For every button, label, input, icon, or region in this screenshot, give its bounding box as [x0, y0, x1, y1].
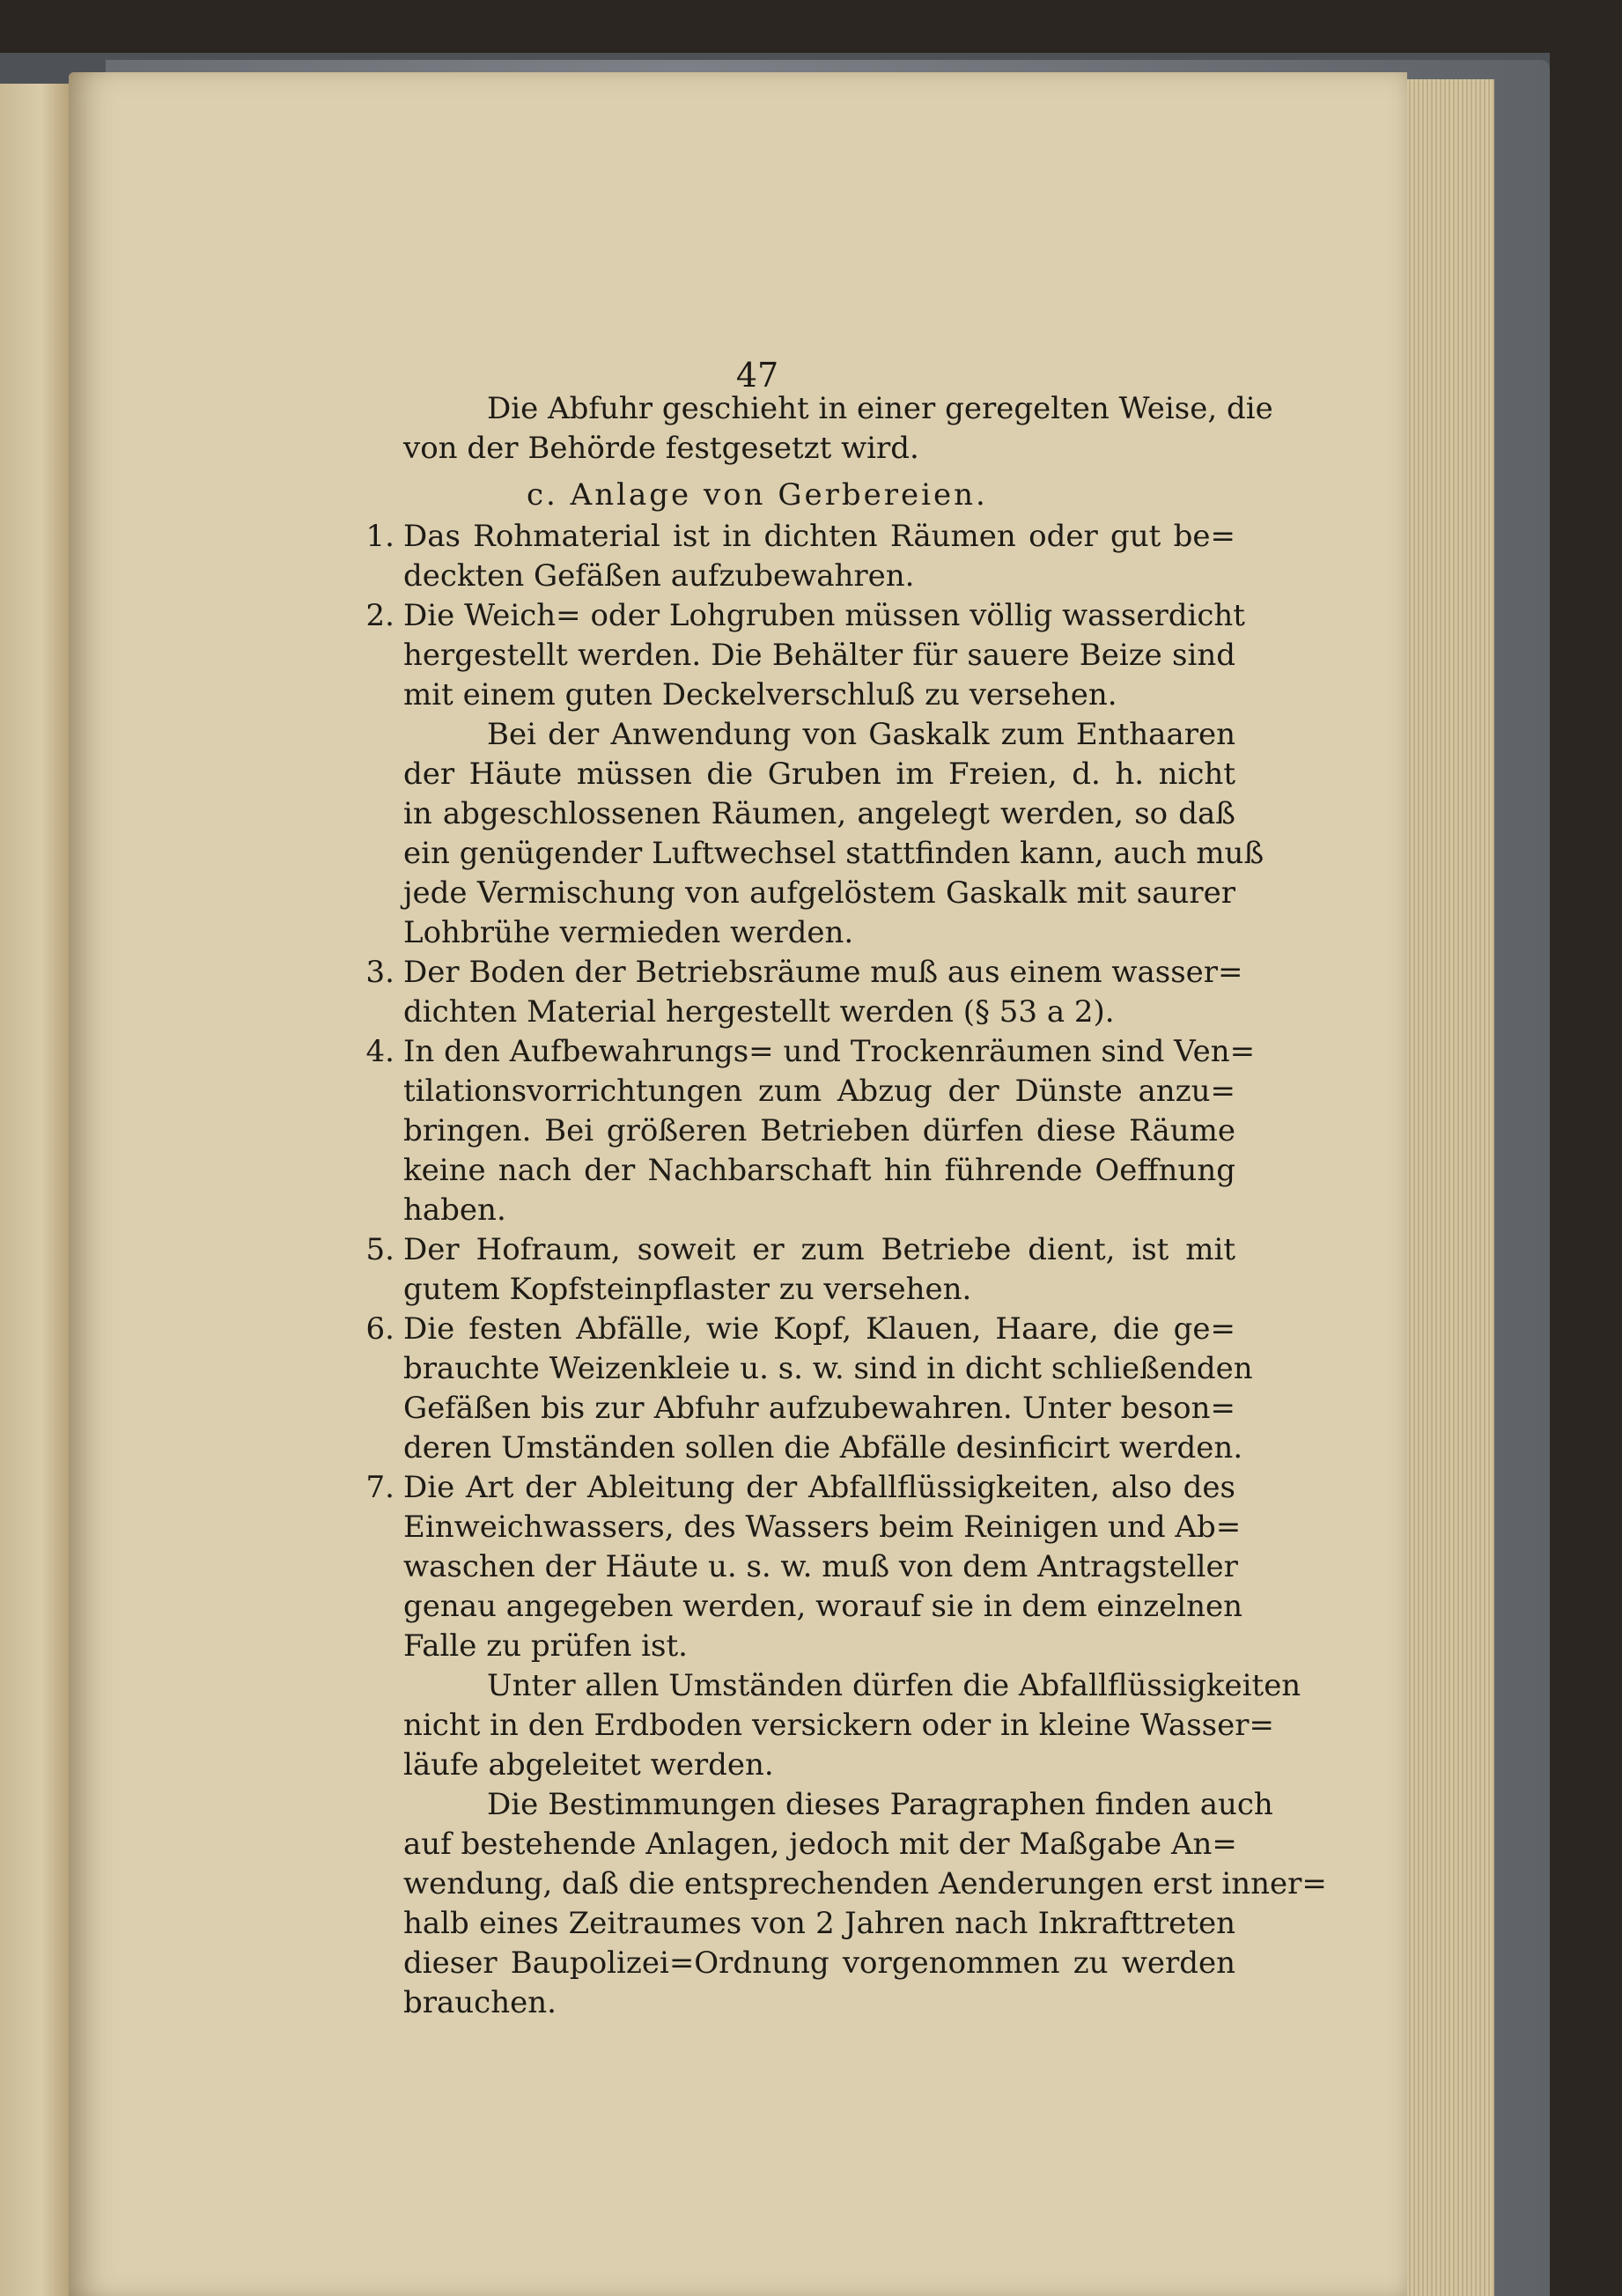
text-line: Der Boden der Betriebsräume muß aus einem wasser= 3.	[403, 953, 1235, 992]
text-line: Die Weich= oder Lohgruben müssen völlig wasserdicht 2.	[403, 596, 1235, 635]
text-line: Die festen Abfälle, wie Kopf, Klauen, Haare, die ge= 6.	[403, 1310, 1235, 1348]
text-line: gutem Kopfsteinpflaster zu versehen.	[403, 1272, 972, 1307]
text-line: brauchte Weizenkleie u. s. w. sind in dicht schließenden	[403, 1351, 1253, 1386]
text-line: Das Rohmaterial ist in dichten Räumen oder gut be= 1.	[403, 517, 1235, 556]
list-number: 2.	[365, 598, 394, 633]
list-number: 7.	[365, 1470, 394, 1505]
page-number: 47	[735, 356, 779, 395]
list-number: 3.	[365, 955, 394, 990]
text-line: haben.	[403, 1192, 506, 1228]
text-line: In den Aufbewahrungs= und Trockenräumen sind Ven= 4.	[403, 1032, 1235, 1071]
list-number: 5.	[365, 1232, 394, 1267]
text-line: der Häute müssen die Gruben im Freien, d. h. nicht	[403, 757, 1235, 792]
text-line: dieser Baupolizei=Ordnung vorgenommen zu werden	[403, 1945, 1235, 1981]
text-line: Einweichwassers, des Wassers beim Reinigen und Ab=	[403, 1510, 1242, 1545]
book-page	[69, 72, 1407, 2296]
text-line: genau angegeben werden, worauf sie in dem einzelnen	[403, 1589, 1243, 1624]
text-line: Die Art der Ableitung der Abfallflüssigkeiten, also des 7.	[403, 1468, 1235, 1507]
text-line: nicht in den Erdboden versickern oder in kleine Wasser=	[403, 1708, 1274, 1743]
text-line: Lohbrühe vermieden werden.	[403, 915, 854, 950]
text-line: läufe abgeleitet werden.	[403, 1747, 774, 1783]
text-line: mit einem guten Deckelverschluß zu versehen.	[403, 677, 1117, 712]
list-number: 6.	[365, 1311, 394, 1347]
text-line: Der Hofraum, soweit er zum Betriebe dient, ist mit 5.	[403, 1230, 1235, 1269]
text-line: Falle zu prüfen ist.	[403, 1628, 688, 1664]
text-line: Bei der Anwendung von Gaskalk zum Enthaaren	[487, 717, 1235, 752]
text-line: jede Vermischung von aufgelöstem Gaskalk mit saurer	[403, 875, 1235, 911]
section-heading: c. Anlage von Gerbereien.	[527, 477, 988, 513]
text-line: waschen der Häute u. s. w. muß von dem Antragsteller	[403, 1549, 1238, 1584]
text-line: wendung, daß die entsprechenden Aenderungen erst inner=	[403, 1866, 1327, 1901]
text-line: in abgeschlossenen Räumen, angelegt werden, so daß	[403, 796, 1235, 831]
text-line: ein genügender Luftwechsel stattfinden kann, auch muß	[403, 836, 1264, 871]
list-number: 1.	[365, 519, 394, 554]
text-line: brauchen.	[403, 1985, 557, 2020]
text-line: auf bestehende Anlagen, jedoch mit der Maßgabe An=	[403, 1827, 1237, 1862]
text-line: tilationsvorrichtungen zum Abzug der Dünste anzu=	[403, 1074, 1235, 1109]
text-line: von der Behörde festgesetzt wird.	[403, 431, 919, 466]
text-line: Unter allen Umständen dürfen die Abfallflüssigkeiten	[487, 1668, 1301, 1703]
text-line: keine nach der Nachbarschaft hin führende Oeffnung	[403, 1153, 1235, 1188]
text-line: Die Bestimmungen dieses Paragraphen finden auch	[487, 1787, 1273, 1822]
text-line: deren Umständen sollen die Abfälle desinficirt werden.	[403, 1430, 1243, 1465]
list-number: 4.	[365, 1034, 394, 1069]
text-line: deckten Gefäßen aufzubewahren.	[403, 558, 915, 594]
text-line: dichten Material hergestellt werden (§ 53 a 2).	[403, 994, 1115, 1030]
left-page-edge	[0, 84, 69, 2296]
text-line: halb eines Zeitraumes von 2 Jahren nach Inkrafttreten	[403, 1906, 1235, 1941]
text-line: Gefäßen bis zur Abfuhr aufzubewahren. Unter beson=	[403, 1391, 1235, 1426]
text-line: bringen. Bei größeren Betrieben dürfen diese Räume	[403, 1113, 1235, 1148]
text-line: Die Abfuhr geschieht in einer geregelten Weise, die	[487, 391, 1273, 426]
text-line: hergestellt werden. Die Behälter für sauere Beize sind	[403, 638, 1235, 673]
